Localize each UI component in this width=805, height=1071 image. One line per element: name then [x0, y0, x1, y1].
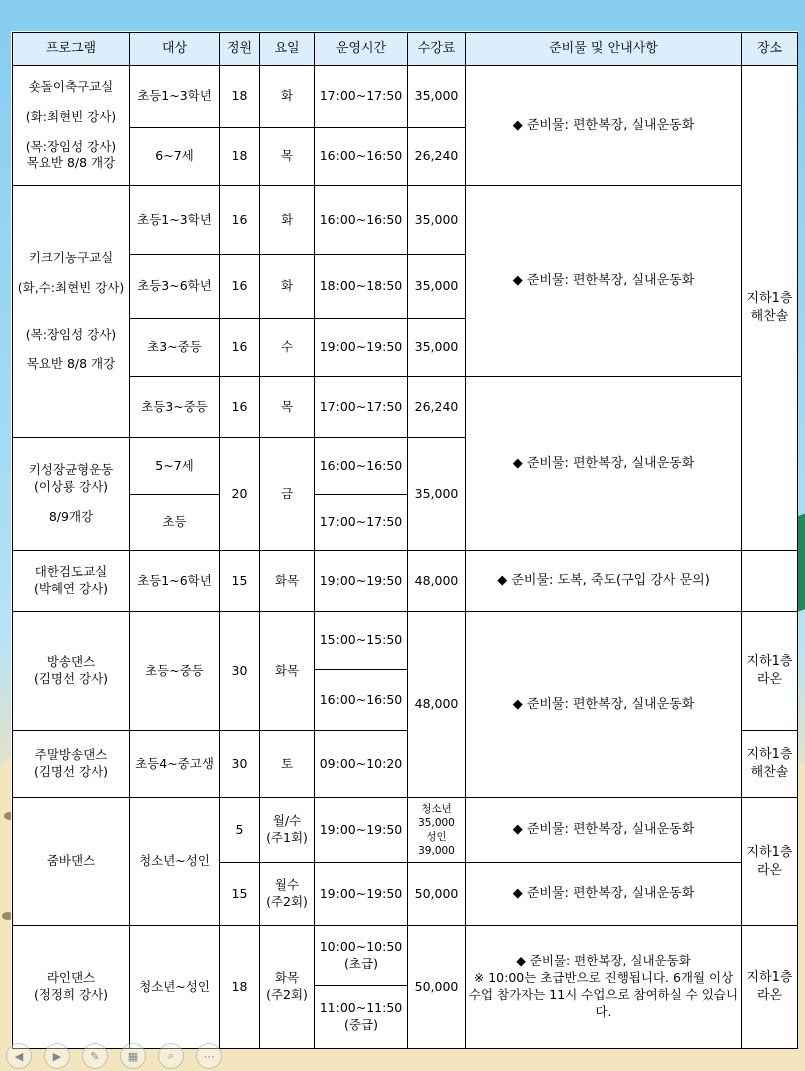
place-room: 해찬솔: [750, 309, 789, 324]
fee-cell: 26,240: [408, 128, 466, 186]
program-teacher: (이상룡 강사): [33, 479, 109, 495]
capacity-cell: 16: [220, 319, 260, 377]
next-icon[interactable]: ▶: [44, 1043, 70, 1069]
place-cell-raon: [742, 798, 798, 926]
time-cell: 17:00~17:50: [315, 377, 408, 438]
time-cell: 17:00~17:50: [315, 66, 408, 128]
target-cell: 5~7세: [130, 438, 220, 495]
notes-cell: ◆ 준비물: 도복, 죽도(구입 강사 문의): [466, 551, 742, 612]
program-cell-balance: [13, 438, 130, 551]
place-cell-haechansol: [742, 66, 798, 551]
program-name: 방송댄스: [46, 654, 96, 670]
capacity-cell: 30: [220, 731, 260, 798]
day-cell: 목: [260, 128, 315, 186]
time-cell: 19:00~19:50: [315, 798, 408, 863]
target-cell: 초등1~3학년: [130, 186, 220, 255]
program-teacher: (박혜연 강사): [33, 581, 109, 596]
time-cell: [315, 986, 408, 1049]
table-header-row: [13, 33, 798, 66]
target-cell: 초등3~6학년: [130, 255, 220, 319]
program-name: 숏돌이축구교실: [28, 78, 114, 94]
program-cell-broadcast: [13, 612, 130, 731]
table-row: [13, 798, 798, 863]
capacity-cell: 5: [220, 798, 260, 863]
time-cell: 18:00~18:50: [315, 255, 408, 319]
capacity-cell: 30: [220, 612, 260, 731]
notes-cell: ◆ 준비물: 편한복장, 실내운동화: [466, 863, 742, 926]
fee-label: 성인: [426, 831, 447, 843]
time-value: 11:00~11:50: [319, 1000, 403, 1016]
program-opening: 8/9개강: [48, 508, 94, 524]
header-program: 프로그램: [13, 33, 130, 66]
table-row: [13, 551, 798, 612]
time-cell: 16:00~16:50: [315, 438, 408, 495]
time-cell: 19:00~19:50: [315, 863, 408, 926]
day-cell: [260, 863, 315, 926]
day-cell: 수: [260, 319, 315, 377]
program-name: 줌바댄스: [46, 853, 96, 869]
program-cell-kendo: [13, 551, 130, 612]
place-floor: 지하1층: [746, 654, 793, 670]
place-room: 라온: [756, 672, 783, 687]
target-cell: 청소년~성인: [130, 926, 220, 1049]
prev-icon[interactable]: ◀: [6, 1043, 32, 1069]
time-cell: 16:00~16:50: [315, 670, 408, 731]
program-opening: 목요반 8/8 개강: [26, 155, 116, 171]
table-row: [13, 926, 798, 986]
header-target: 대상: [130, 33, 220, 66]
day-value: 화목: [274, 970, 300, 986]
table-row: [13, 186, 798, 255]
day-frequency: (주1회): [266, 830, 308, 845]
fee-cell: 35,000: [408, 66, 466, 128]
day-cell: 금: [260, 438, 315, 551]
target-cell: 초3~중등: [130, 319, 220, 377]
time-level: (초급): [344, 955, 378, 971]
target-cell: 초등4~중고생: [130, 731, 220, 798]
place-cell-empty: [742, 551, 798, 612]
day-cell: 화목: [260, 551, 315, 612]
notes-cell: ◆ 준비물: 편한복장, 실내운동화: [466, 798, 742, 863]
header-fee: 수강료: [408, 33, 466, 66]
fee-cell: 35,000: [408, 319, 466, 377]
time-cell: 16:00~16:50: [315, 186, 408, 255]
notes-guidance: ※ 10:00는 초급반으로 진행됩니다. 6개월 이상 수업 참가자는 11시 수업으로 참여하실 수 있습니다.: [468, 970, 739, 1019]
day-cell: 화: [260, 255, 315, 319]
fee-cell: 50,000: [408, 926, 466, 1049]
place-room: 해찬솔: [750, 765, 789, 780]
header-capacity: 정원: [220, 33, 260, 66]
target-cell: 초등3~중등: [130, 377, 220, 438]
day-cell: [260, 798, 315, 863]
program-name: 키크기농구교실: [28, 249, 114, 265]
fee-cell: 35,000: [408, 438, 466, 551]
time-value: 10:00~10:50: [319, 938, 403, 954]
program-teacher: (김명선 강사): [33, 764, 109, 779]
program-schedule-table: [12, 32, 798, 1049]
day-frequency: (주2회): [266, 894, 308, 909]
time-cell: 16:00~16:50: [315, 128, 408, 186]
fee-cell: 35,000: [408, 186, 466, 255]
program-teacher: (화,수:최현빈 강사): [17, 279, 125, 295]
header-day: 요일: [260, 33, 315, 66]
place-room: 라온: [756, 988, 783, 1003]
capacity-cell: 16: [220, 377, 260, 438]
fee-cell: [408, 798, 466, 863]
place-floor: 지하1층: [746, 970, 793, 986]
capacity-cell: 16: [220, 255, 260, 319]
more-icon[interactable]: ⋯: [196, 1043, 222, 1069]
capacity-cell: 15: [220, 551, 260, 612]
time-cell: 17:00~17:50: [315, 495, 408, 551]
time-cell: 19:00~19:50: [315, 319, 408, 377]
day-frequency: (주2회): [266, 987, 308, 1002]
target-cell: 초등: [130, 495, 220, 551]
place-cell-haechansol: [742, 731, 798, 798]
program-cell-line: [13, 926, 130, 1049]
fee-cell: 26,240: [408, 377, 466, 438]
table-row: [13, 377, 798, 438]
slideshow-toolbar: [6, 1043, 222, 1069]
program-teacher: (정정희 강사): [33, 987, 109, 1002]
place-floor: 지하1층: [746, 291, 793, 307]
program-cell-basketball: [13, 186, 130, 438]
day-value: 월수: [274, 877, 300, 893]
place-floor: 지하1층: [746, 844, 793, 860]
program-cell-weekend: [13, 731, 130, 798]
day-cell: 목: [260, 377, 315, 438]
time-level: (중급): [344, 1017, 378, 1032]
program-name: 라인댄스: [46, 970, 96, 986]
target-cell: 초등1~6학년: [130, 551, 220, 612]
notes-cell: ◆ 준비물: 편한복장, 실내운동화: [466, 612, 742, 798]
fee-value: 39,000: [418, 845, 455, 858]
program-teacher: (김명선 강사): [33, 671, 109, 686]
day-cell: 화: [260, 186, 315, 255]
program-teacher: (목:장임성 강사): [25, 326, 117, 342]
fee-value: 35,000: [418, 816, 455, 829]
time-cell: 15:00~15:50: [315, 612, 408, 670]
program-cell-zumba: [13, 798, 130, 926]
target-cell: 6~7세: [130, 128, 220, 186]
day-cell: 화: [260, 66, 315, 128]
notes-cell: ◆ 준비물: 편한복장, 실내운동화: [466, 66, 742, 186]
day-cell: 화목: [260, 612, 315, 731]
pen-icon[interactable]: ✎: [82, 1043, 108, 1069]
table-row: [13, 612, 798, 670]
target-cell: 초등1~3학년: [130, 66, 220, 128]
capacity-cell: 16: [220, 186, 260, 255]
capacity-cell: 18: [220, 128, 260, 186]
time-cell: 19:00~19:50: [315, 551, 408, 612]
program-name: 키성장균형운동: [28, 462, 114, 478]
program-teacher: (목:장임성 강사): [25, 138, 117, 154]
header-notes: 준비물 및 안내사항: [466, 33, 742, 66]
header-place: 장소: [742, 33, 798, 66]
program-name: 대한검도교실: [34, 564, 108, 580]
capacity-cell: 18: [220, 66, 260, 128]
fee-cell: 48,000: [408, 551, 466, 612]
fee-cell: 35,000: [408, 255, 466, 319]
day-cell: [260, 926, 315, 1049]
time-cell: [315, 926, 408, 986]
time-cell: 09:00~10:20: [315, 731, 408, 798]
fee-label: 청소년: [421, 802, 452, 815]
target-cell: 청소년~성인: [130, 798, 220, 926]
notes-cell: ◆ 준비물: 편한복장, 실내운동화: [466, 377, 742, 551]
day-cell: 토: [260, 731, 315, 798]
fee-cell: 48,000: [408, 612, 466, 798]
day-value: 월/수: [272, 813, 302, 829]
zoom-icon[interactable]: ⌕: [158, 1043, 184, 1069]
capacity-cell: 15: [220, 863, 260, 926]
program-teacher: (화:최현빈 강사): [25, 108, 117, 124]
table-row: [13, 66, 798, 128]
place-floor: 지하1층: [746, 747, 793, 763]
program-cell-rope: [13, 66, 130, 186]
fee-cell: 50,000: [408, 863, 466, 926]
notes-cell: [466, 926, 742, 1049]
program-opening: 목요반 8/8 개강: [26, 356, 116, 372]
program-name: 주말방송댄스: [34, 747, 108, 763]
target-cell: 초등~중등: [130, 612, 220, 731]
place-cell-raon: [742, 612, 798, 731]
capacity-cell: 18: [220, 926, 260, 1049]
notes-supplies: ◆ 준비물: 편한복장, 실내운동화: [516, 953, 691, 969]
notes-cell: ◆ 준비물: 편한복장, 실내운동화: [466, 186, 742, 377]
header-time: 운영시간: [315, 33, 408, 66]
slides-icon[interactable]: ▦: [120, 1043, 146, 1069]
place-cell-raon: [742, 926, 798, 1049]
capacity-cell: 20: [220, 438, 260, 551]
place-room: 라온: [756, 862, 783, 878]
